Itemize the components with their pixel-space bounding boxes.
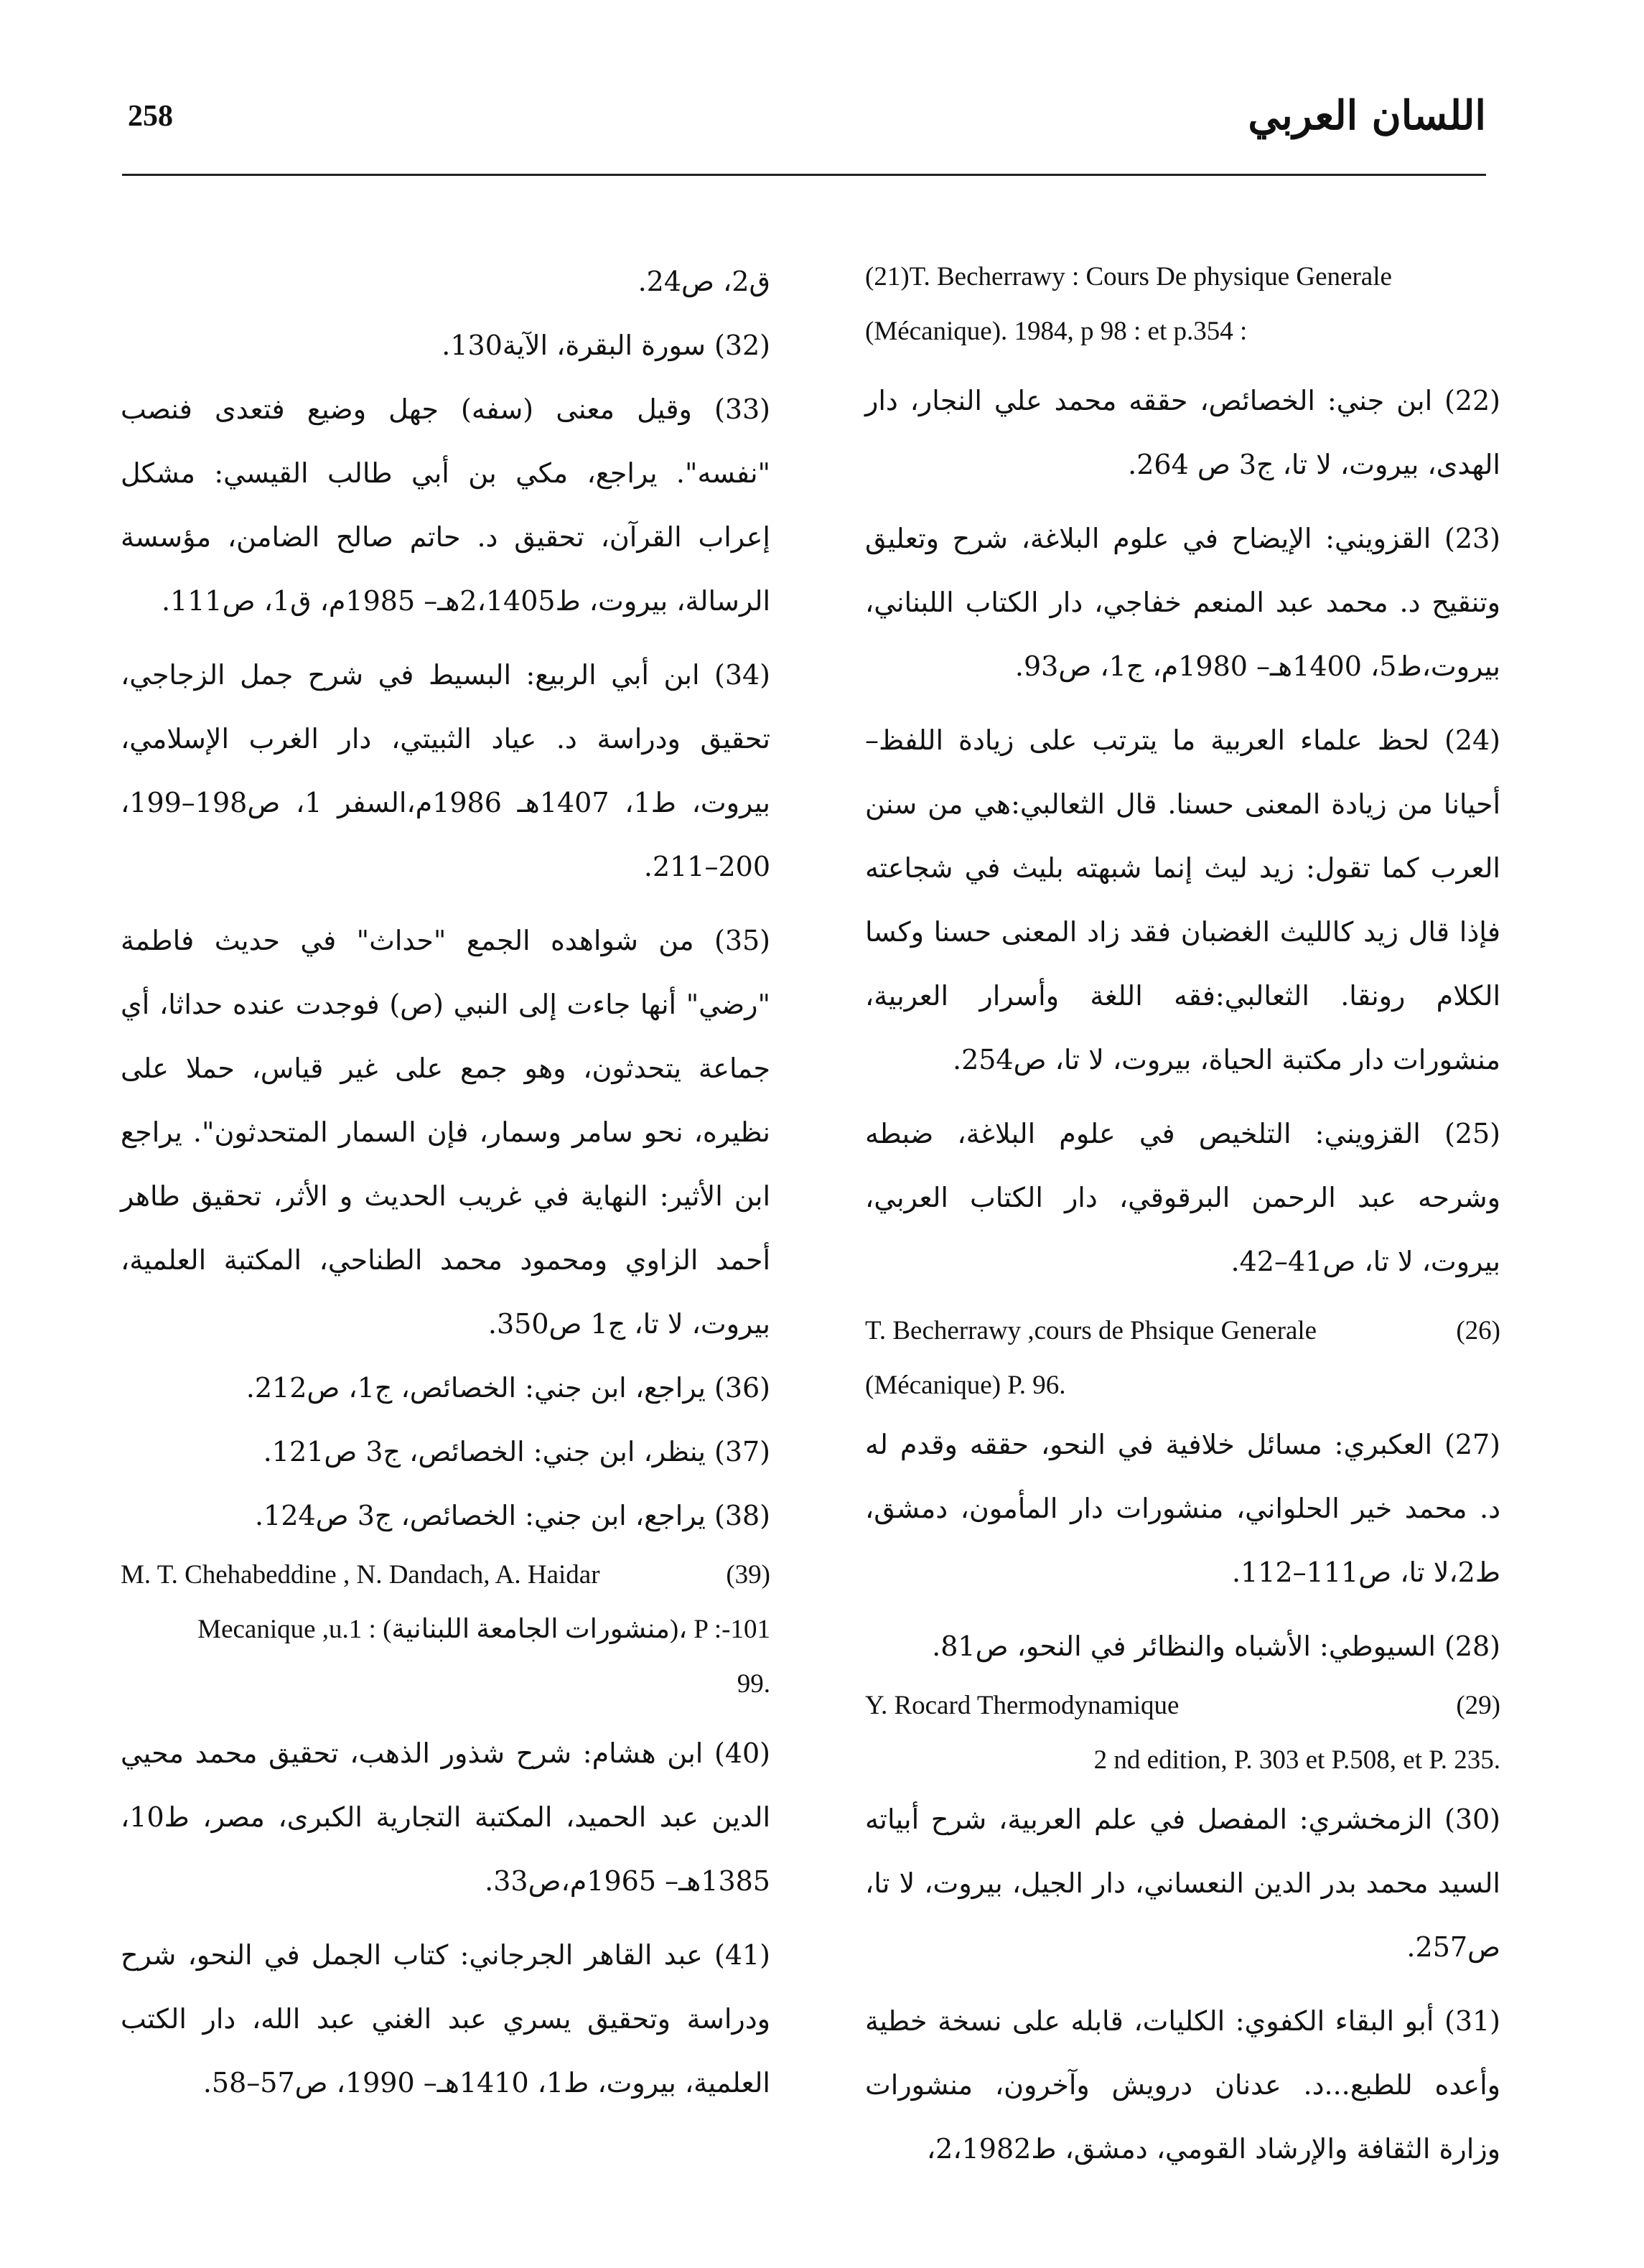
footnote-26-line-2: (Mécanique) P. 96. xyxy=(865,1371,1066,1400)
footnote-40: (40) ابن هشام: شرح شذور الذهب، تحقيق محمد محيي الدين عبد الحميد، المكتبة التجارية الكبرى، مصر، ط10، 1385هـ– 1965م،ص33. xyxy=(121,1737,770,1897)
footnote-38: (38) يراجع، ابن جني: الخصائص، ج3 ص124. xyxy=(255,1500,770,1531)
footnote-21-line-2: (Mécanique). 1984, p 98 : et p.354 : xyxy=(865,317,1248,346)
footnote-21 xyxy=(865,250,1500,359)
footnote-39-line-2: Mecanique ,u.1 : (منشورات الجامعة اللبنانية)، P :-101 xyxy=(197,1615,770,1644)
footnote-35: (35) من شواهده الجمع "حداث" في حديث فاطمة "رضي" أنها جاءت إلى النبي (ص) فوجدت عنده حداثا، أي جماعة يتحدثون، وهو جمع على غير قياس، حملا على نظيره، نحو سامر وسمار، فإن السمار المتحدثون". يراجع ابن الأثير: النهاية في غريب الحديث و الأثر، تحقيق طاهر أحمد الزاوي ومحمود محمد الطناحي، المكتبة العلمية، بيروت، لا تا، ج1 ص350. xyxy=(121,925,770,1340)
footnote-29-line-2: 2 nd edition, P. 303 et P.508, et P. 235. xyxy=(1093,1745,1500,1775)
footnote-29-line-1: Y. Rocard Thermodynamique xyxy=(865,1691,1180,1720)
footnote-27: (27) العكبري: مسائل خلافية في النحو، حققه وقدم له د. محمد خير الحلواني، منشورات دار المأمون، دمشق، ط2،لا تا، ص111–112. xyxy=(865,1429,1500,1588)
footnote-25: (25) القزويني: التلخيص في علوم البلاغة، ضبطه وشرحه عبد الرحمن البرقوقي، دار الكتاب العربي، بيروت، لا تا، ص41–42. xyxy=(865,1118,1500,1277)
footnote-32: (32) سورة البقرة، الآية130. xyxy=(442,330,770,361)
footnote-33: (33) وقيل معنى (سفه) جهل وضيع فتعدى فنصب "نفسه". يراجع، مكي بن أبي طالب القيسي: مشكل إعراب القرآن، تحقيق د. حاتم صالح الضامن، مؤسسة الرسالة، بيروت، ط2،1405هـ– 1985م، ق1، ص111. xyxy=(121,393,770,617)
footnote-37: (37) ينظر، ابن جني: الخصائص، ج3 ص121. xyxy=(263,1436,770,1467)
footnote-29-number: (29) xyxy=(1456,1691,1500,1720)
header-divider xyxy=(122,174,1486,176)
footnote-26-line-1: T. Becherrawy ,cours de Phsique Generale xyxy=(865,1316,1317,1345)
footnote-41: (41) عبد القاهر الجرجاني: كتاب الجمل في النحو، شرح ودراسة وتحقيق يسري عبد الغني عبد الله، دار الكتب العلمية، بيروت، ط1، 1410هـ– 1990، ص57–58. xyxy=(121,1939,770,2099)
footnote-30: (30) الزمخشري: المفصل في علم العربية، شرح أبياته السيد محمد بدر الدين النعساني، دار الجيل، بيروت، لا تا، ص257. xyxy=(865,1803,1500,1963)
footnote-39 xyxy=(121,1548,770,1712)
journal-title: اللسان العربي xyxy=(1248,92,1486,139)
footnote-31: (31) أبو البقاء الكفوي: الكليات، قابله على نسخة خطية وأعده للطبع...د. عدنان درويش وآخرون، منشورات وزارة الثقافة والإرشاد القومي، دمشق، ط2،1982، xyxy=(865,2005,1500,2165)
page-number: 258 xyxy=(128,100,173,133)
footnote-26 xyxy=(865,1304,1500,1413)
footnotes-left-column xyxy=(121,250,770,2115)
footnote-36: (36) يراجع، ابن جني: الخصائص، ج1، ص212. xyxy=(246,1372,770,1404)
footnote-21-line-1: (21)T. Becherrawy : Cours De physique Generale xyxy=(865,262,1392,291)
footnote-23: (23) القزويني: الإيضاح في علوم البلاغة، شرح وتعليق وتنقيح د. محمد عبد المنعم خفاجي، دار الكتاب اللبناني، بيروت،ط5، 1400هـ– 1980م، ج1، ص93. xyxy=(865,523,1500,682)
footnote-39-line-3: 99. xyxy=(737,1669,770,1699)
footnote-31-continued: ق2، ص24. xyxy=(637,266,770,297)
footnote-39-line-1: M. T. Chehabeddine , N. Dandach, A. Haidar xyxy=(121,1560,600,1590)
footnote-24: (24) لحظ علماء العربية ما يترتب على زيادة اللفظ– أحيانا من زيادة المعنى حسنا. قال الثعالبي:هي من سنن العرب كما تقول: زيد ليث إنما شبهته بليث في شجاعته فإذا قال زيد كالليث الغضبان فقد زاد المعنى حسنا وكسا الكلام رونقا. الثعالبي:فقه اللغة وأسرار العربية، منشورات دار مكتبة الحياة، بيروت، لا تا، ص254. xyxy=(865,724,1500,1075)
footnote-22: (22) ابن جني: الخصائص، حققه محمد علي النجار، دار الهدى، بيروت، لا تا، ج3 ص 264. xyxy=(865,385,1500,480)
footnote-28: (28) السيوطي: الأشباه والنظائر في النحو، ص81. xyxy=(932,1630,1500,1662)
footnote-39-number: (39) xyxy=(726,1560,770,1590)
footnote-29 xyxy=(865,1679,1500,1788)
footnotes-right-column xyxy=(865,250,1500,2181)
footnote-34: (34) ابن أبي الربيع: البسيط في شرح جمل الزجاجي، تحقيق ودراسة د. عياد الثبيتي، دار الغرب الإسلامي، بيروت، ط1، 1407هـ 1986م،السفر 1، ص198–199، 200–211. xyxy=(121,659,770,882)
footnote-26-number: (26) xyxy=(1456,1316,1500,1345)
